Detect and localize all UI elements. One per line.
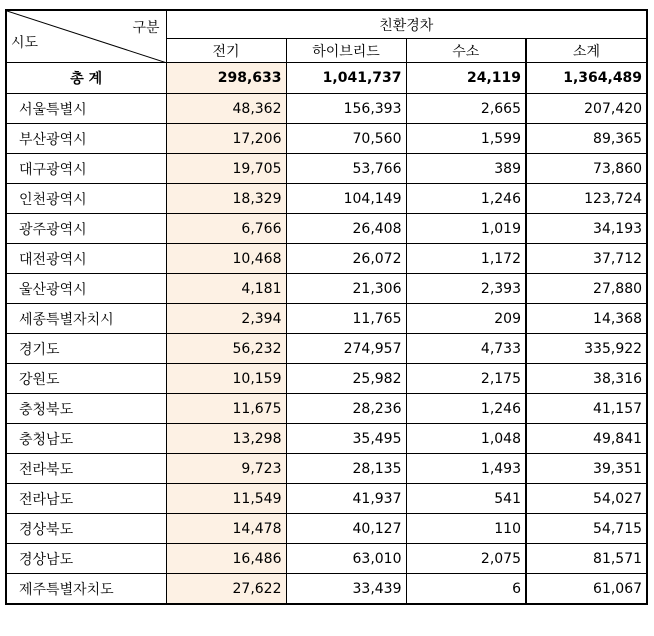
cell-electric: 10,468: [166, 244, 286, 274]
cell-hydrogen: 209: [406, 304, 526, 334]
cell-electric: 48,362: [166, 94, 286, 124]
region-name: 충청북도: [6, 394, 166, 424]
cell-electric: 6,766: [166, 214, 286, 244]
group-header: 친환경차: [166, 10, 647, 39]
region-name: 전라북도: [6, 454, 166, 484]
region-name: 제주특별자치도: [6, 574, 166, 605]
cell-electric: 27,622: [166, 574, 286, 605]
cell-hydrogen: 110: [406, 514, 526, 544]
region-name: 인천광역시: [6, 184, 166, 214]
region-name: 충청남도: [6, 424, 166, 454]
table-row: [6, 94, 647, 124]
cell-hydrogen: 2,175: [406, 364, 526, 394]
table-row: [6, 334, 647, 364]
cell-electric: 11,549: [166, 484, 286, 514]
cell-electric: 17,206: [166, 124, 286, 154]
table-row: [6, 304, 647, 334]
cell-electric: 10,159: [166, 364, 286, 394]
cell-hydrogen: 1,246: [406, 394, 526, 424]
region-label: 시도: [11, 35, 39, 51]
cell-hydrogen: 1,599: [406, 124, 526, 154]
total-hydrogen: 24,119: [406, 63, 526, 94]
region-name: 경상남도: [6, 544, 166, 574]
cell-hydrogen: 1,172: [406, 244, 526, 274]
cell-hybrid: 26,072: [286, 244, 406, 274]
cell-hydrogen: 1,493: [406, 454, 526, 484]
cell-hybrid: 33,439: [286, 574, 406, 605]
column-header-hydrogen: 수소: [406, 39, 526, 63]
cell-subtotal: 38,316: [526, 364, 647, 394]
total-subtotal: 1,364,489: [526, 63, 647, 94]
total-label: 총 계: [6, 63, 166, 94]
cell-subtotal: 27,880: [526, 274, 647, 304]
table-row: [6, 514, 647, 544]
column-header-electric: 전기: [166, 39, 286, 63]
table-row: [6, 484, 647, 514]
table-row: [6, 454, 647, 484]
cell-subtotal: 81,571: [526, 544, 647, 574]
cell-subtotal: 123,724: [526, 184, 647, 214]
cell-subtotal: 54,027: [526, 484, 647, 514]
region-name: 부산광역시: [6, 124, 166, 154]
cell-hybrid: 11,765: [286, 304, 406, 334]
table-row: [6, 244, 647, 274]
region-name: 경상북도: [6, 514, 166, 544]
region-name: 강원도: [6, 364, 166, 394]
region-name: 경기도: [6, 334, 166, 364]
region-name: 전라남도: [6, 484, 166, 514]
cell-hybrid: 70,560: [286, 124, 406, 154]
cell-subtotal: 73,860: [526, 154, 647, 184]
cell-hydrogen: 2,665: [406, 94, 526, 124]
table-row: [6, 214, 647, 244]
cell-hybrid: 28,236: [286, 394, 406, 424]
cell-electric: 14,478: [166, 514, 286, 544]
cell-hybrid: 63,010: [286, 544, 406, 574]
cell-hydrogen: 541: [406, 484, 526, 514]
table-row: [6, 184, 647, 214]
table-row: [6, 424, 647, 454]
table-row: [6, 364, 647, 394]
cell-electric: 13,298: [166, 424, 286, 454]
region-name: 대구광역시: [6, 154, 166, 184]
cell-subtotal: 14,368: [526, 304, 647, 334]
cell-electric: 4,181: [166, 274, 286, 304]
cell-subtotal: 207,420: [526, 94, 647, 124]
cell-hybrid: 28,135: [286, 454, 406, 484]
cell-electric: 56,232: [166, 334, 286, 364]
region-name: 울산광역시: [6, 274, 166, 304]
cell-hybrid: 21,306: [286, 274, 406, 304]
cell-subtotal: 61,067: [526, 574, 647, 605]
cell-electric: 2,394: [166, 304, 286, 334]
cell-electric: 18,329: [166, 184, 286, 214]
cell-electric: 16,486: [166, 544, 286, 574]
column-header-hybrid: 하이브리드: [286, 39, 406, 63]
cell-subtotal: 335,922: [526, 334, 647, 364]
cell-hydrogen: 4,733: [406, 334, 526, 364]
region-name: 대전광역시: [6, 244, 166, 274]
cell-electric: 19,705: [166, 154, 286, 184]
header-row-1: [6, 10, 647, 39]
cell-hydrogen: 2,075: [406, 544, 526, 574]
table-row: [6, 544, 647, 574]
cell-subtotal: 34,193: [526, 214, 647, 244]
cell-hydrogen: 6: [406, 574, 526, 605]
cell-subtotal: 49,841: [526, 424, 647, 454]
cell-subtotal: 54,715: [526, 514, 647, 544]
table-row: [6, 124, 647, 154]
cell-subtotal: 39,351: [526, 454, 647, 484]
cell-subtotal: 37,712: [526, 244, 647, 274]
cell-hydrogen: 1,246: [406, 184, 526, 214]
eco-vehicle-table: [5, 9, 648, 605]
cell-hybrid: 40,127: [286, 514, 406, 544]
cell-hybrid: 53,766: [286, 154, 406, 184]
region-name: 세종특별자치시: [6, 304, 166, 334]
cell-hybrid: 26,408: [286, 214, 406, 244]
cell-subtotal: 89,365: [526, 124, 647, 154]
cell-hybrid: 25,982: [286, 364, 406, 394]
cell-subtotal: 41,157: [526, 394, 647, 424]
total-row: [6, 63, 647, 94]
total-electric: 298,633: [166, 63, 286, 94]
table-row: [6, 394, 647, 424]
column-header-subtotal: 소계: [526, 39, 647, 63]
cell-electric: 11,675: [166, 394, 286, 424]
cell-hydrogen: 1,048: [406, 424, 526, 454]
cell-hybrid: 274,957: [286, 334, 406, 364]
corner-header-cell: [6, 10, 166, 63]
table-row: [6, 154, 647, 184]
table-row: [6, 274, 647, 304]
cell-hydrogen: 1,019: [406, 214, 526, 244]
cell-hybrid: 41,937: [286, 484, 406, 514]
cell-hydrogen: 2,393: [406, 274, 526, 304]
total-hybrid: 1,041,737: [286, 63, 406, 94]
cell-hybrid: 35,495: [286, 424, 406, 454]
cell-electric: 9,723: [166, 454, 286, 484]
table-row: [6, 574, 647, 605]
region-name: 광주광역시: [6, 214, 166, 244]
cell-hybrid: 156,393: [286, 94, 406, 124]
region-name: 서울특별시: [6, 94, 166, 124]
cell-hydrogen: 389: [406, 154, 526, 184]
cell-hybrid: 104,149: [286, 184, 406, 214]
division-label: 구분: [132, 20, 160, 36]
